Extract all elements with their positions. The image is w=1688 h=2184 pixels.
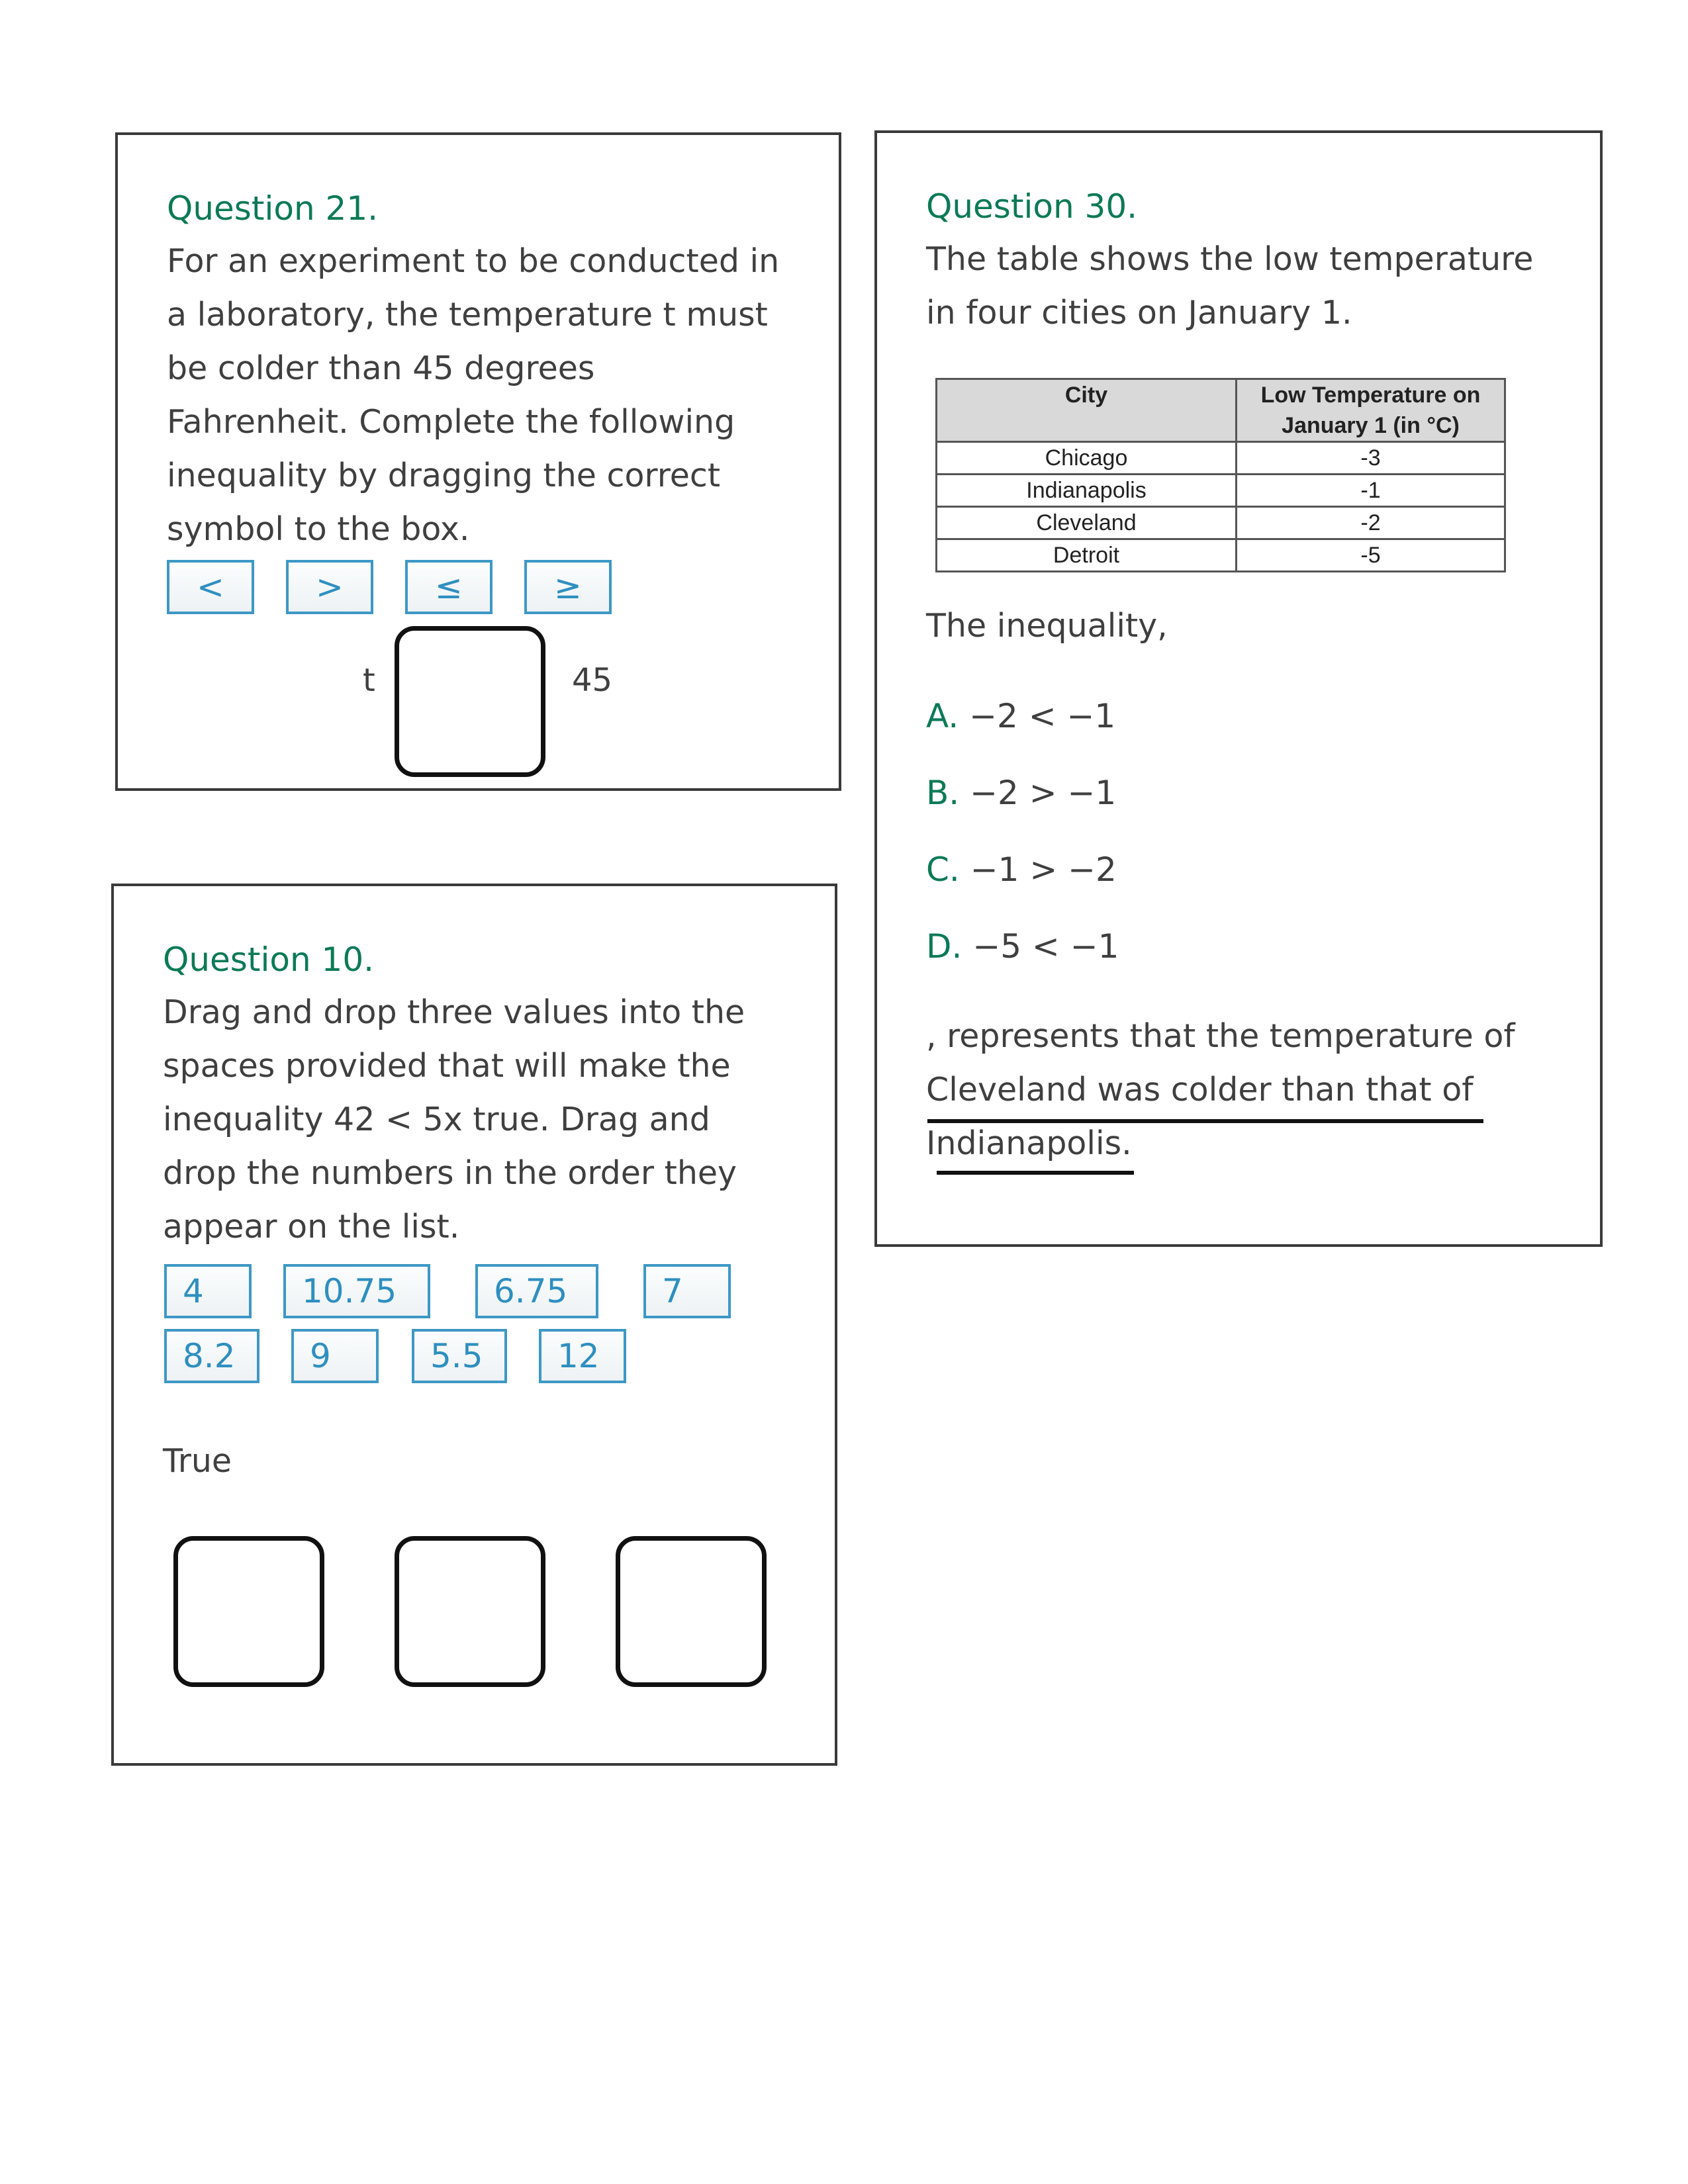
inequality-lead-in: The inequality, (926, 607, 1168, 645)
value-tile[interactable]: 8.2 (164, 1329, 259, 1383)
header-temp-line: Low Temperature on (1260, 383, 1481, 408)
prompt-line: Drag and drop three values into the (163, 993, 745, 1031)
question-30-card (874, 130, 1603, 1247)
prompt-line: For an experiment to be conducted in (167, 242, 780, 280)
conclusion-line: Cleveland was colder than that of (926, 1071, 1474, 1109)
question-21-prompt (167, 234, 779, 556)
city-cell: Chicago (937, 442, 1237, 475)
value-drop-box-1[interactable] (173, 1536, 324, 1687)
true-label: True (163, 1442, 232, 1480)
city-cell: Detroit (937, 539, 1237, 572)
prompt-line: a laboratory, the temperature t must (167, 296, 768, 334)
option-text: −5 < −1 (972, 927, 1119, 966)
question-30-conclusion (926, 1009, 1515, 1170)
table-header-row (937, 379, 1505, 442)
prompt-line: in four cities on January 1. (926, 294, 1352, 332)
value-tile[interactable]: 10.75 (283, 1264, 430, 1318)
answer-option-b[interactable] (926, 774, 1116, 812)
column-header-city: City (937, 379, 1237, 442)
value-tile[interactable]: 5.5 (412, 1329, 507, 1383)
variable-t: t (363, 662, 375, 699)
option-text: −2 < −1 (969, 697, 1116, 735)
constant-45: 45 (572, 662, 613, 699)
table-row (937, 539, 1505, 572)
answer-option-a[interactable] (926, 697, 1115, 735)
column-header-temperature (1237, 379, 1505, 442)
value-tile[interactable]: 6.75 (475, 1264, 598, 1318)
value-tile[interactable]: 12 (539, 1329, 626, 1383)
option-text: −2 > −1 (970, 774, 1117, 812)
header-temp-line: January 1 (in °C) (1282, 413, 1460, 438)
handwritten-underline (927, 1119, 1483, 1123)
prompt-line: symbol to the box. (167, 510, 470, 548)
temp-cell: -2 (1237, 507, 1505, 539)
question-10-card (111, 884, 837, 1766)
symbol-greater-or-equal-tile[interactable]: ≥ (524, 560, 612, 614)
handwritten-underline (937, 1171, 1134, 1175)
value-drop-box-3[interactable] (616, 1536, 767, 1687)
conclusion-line: Indianapolis. (926, 1124, 1132, 1162)
symbol-drop-box[interactable] (395, 626, 545, 777)
question-21-title: Question 21. (167, 189, 379, 228)
table-row (937, 475, 1505, 507)
conclusion-line: , represents that the temperature of (926, 1017, 1515, 1055)
option-label: A. (926, 697, 959, 735)
symbol-less-than-tile[interactable]: < (167, 560, 254, 614)
option-label: D. (926, 927, 962, 966)
value-tile[interactable]: 7 (643, 1264, 731, 1318)
option-text: −1 > −2 (970, 850, 1117, 889)
value-tile[interactable]: 9 (291, 1329, 379, 1383)
question-30-prompt (926, 232, 1533, 340)
value-drop-box-2[interactable] (395, 1536, 545, 1687)
option-label: B. (926, 774, 960, 812)
option-label: C. (926, 850, 960, 889)
temp-cell: -5 (1237, 539, 1505, 572)
table-row (937, 442, 1505, 475)
city-cell: Indianapolis (937, 475, 1237, 507)
temp-cell: -1 (1237, 475, 1505, 507)
prompt-line: Fahrenheit. Complete the following (167, 403, 735, 441)
question-10-prompt (163, 985, 745, 1253)
prompt-line: be colder than 45 degrees (167, 349, 595, 387)
question-21-card (115, 132, 841, 791)
prompt-line: inequality 42 < 5x true. Drag and (163, 1101, 710, 1138)
temperature-table (935, 378, 1506, 572)
prompt-line: The table shows the low temperature (926, 240, 1534, 278)
answer-option-d[interactable] (926, 927, 1119, 966)
table-row (937, 507, 1505, 539)
question-10-title: Question 10. (163, 940, 375, 979)
prompt-line: spaces provided that will make the (163, 1047, 731, 1085)
answer-option-c[interactable] (926, 850, 1117, 889)
symbol-greater-than-tile[interactable]: > (286, 560, 373, 614)
value-tile[interactable]: 4 (164, 1264, 252, 1318)
symbol-less-or-equal-tile[interactable]: ≤ (405, 560, 492, 614)
question-30-title: Question 30. (926, 187, 1138, 226)
prompt-line: drop the numbers in the order they (163, 1154, 737, 1192)
city-cell: Cleveland (937, 507, 1237, 539)
temp-cell: -3 (1237, 442, 1505, 475)
prompt-line: inequality by dragging the correct (167, 457, 721, 494)
prompt-line: appear on the list. (163, 1208, 460, 1246)
